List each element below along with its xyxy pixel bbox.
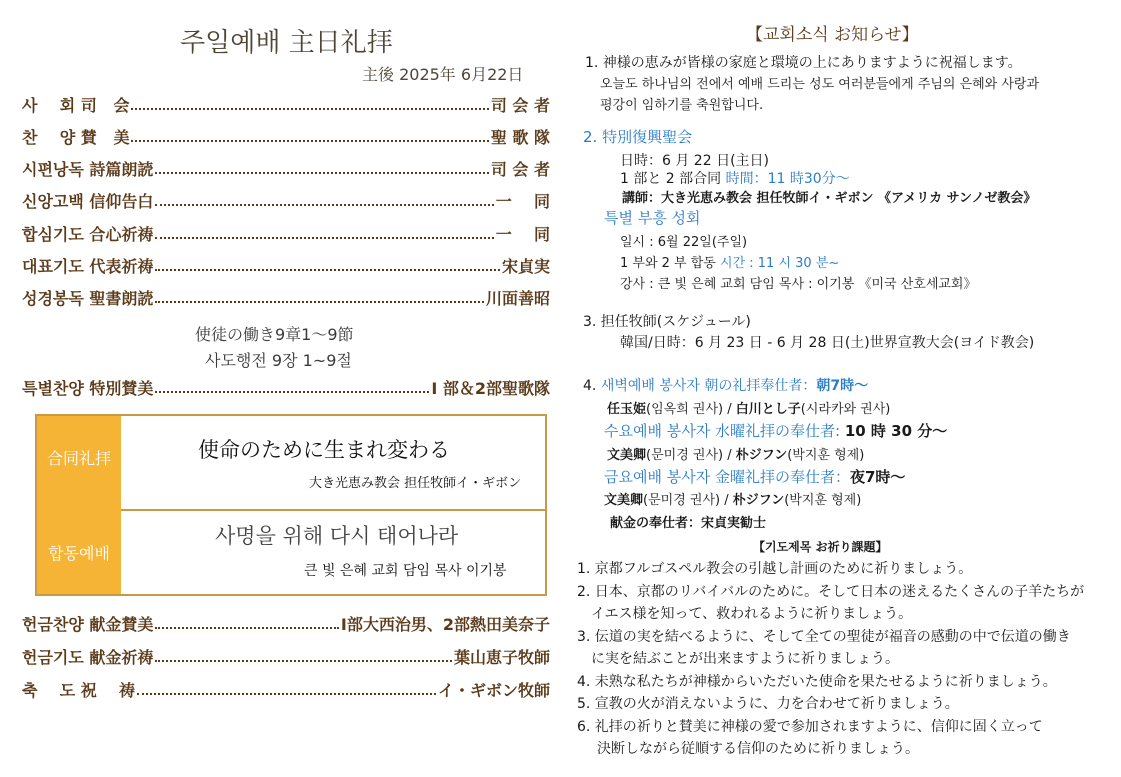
news-item-1-kr-line2: 평강이 임하기를 축원합니다. bbox=[600, 98, 764, 113]
leader-dots bbox=[155, 237, 493, 239]
volunteer-note: (문미경 권사) / bbox=[643, 493, 733, 508]
program-label: 신앙고백 信仰告白 bbox=[22, 192, 154, 211]
news-item-4-offering: 献金の奉仕者：宋貞実勧士 bbox=[610, 516, 767, 531]
news-item-4-fri-people bbox=[604, 489, 861, 508]
program-label: 합심기도 合心祈祷 bbox=[22, 225, 154, 244]
service-date: 主後 2025年 6月22日 bbox=[362, 65, 524, 84]
sermon-box bbox=[35, 414, 547, 596]
news-item-2-combined: 1 部と 2 部合同 bbox=[620, 171, 722, 187]
program-row-benediction bbox=[22, 677, 550, 701]
program-label: 찬 양 賛 美 bbox=[22, 128, 130, 147]
leader-dots bbox=[155, 391, 429, 393]
program-value: 葉山恵子牧師 bbox=[453, 648, 550, 667]
sermon-preacher-kr: 큰 빛 은혜 교회 담임 목사 이기봉 bbox=[304, 563, 507, 579]
sermon-title-jp: 使命のために生まれ変わる bbox=[198, 438, 450, 462]
program-row-praise bbox=[22, 124, 550, 148]
volunteer-note: (문미경 권사) / bbox=[646, 448, 736, 463]
program-row-psalm bbox=[22, 156, 550, 180]
news-item-4-wed-people bbox=[607, 444, 864, 463]
program-value: 司 会 者 bbox=[490, 160, 550, 179]
news-item-4-dawn-label: 새벽예배 봉사자 朝の礼拝奉仕者： bbox=[600, 378, 817, 394]
leader-dots bbox=[155, 269, 500, 271]
program-label: 특별찬양 特別賛美 bbox=[22, 379, 154, 398]
news-item-2-kr-time: 시간 : 11 시 30 분~ bbox=[720, 256, 840, 271]
volunteer-note: (시라카와 권사) bbox=[800, 402, 891, 417]
program-row-unison-prayer bbox=[22, 221, 550, 245]
scripture-ref-jp: 使徒の働き9章1～9節 bbox=[195, 325, 354, 344]
prayer-item-6a: 6. 礼拝の祈りと賛美に神様の愛で参加されますように、信仰に固く立って bbox=[577, 719, 1043, 735]
volunteer-name: 任玉姫 bbox=[607, 402, 647, 417]
program-row-offering-hymn bbox=[22, 611, 550, 635]
news-item-2-title: 2. 特別復興聖会 bbox=[583, 128, 693, 146]
sermon-side-jp: 合同礼拝 bbox=[46, 449, 111, 468]
news-item-4-fri-label: 금요예배 봉사자 金曜礼拝の奉仕者： bbox=[604, 468, 850, 486]
news-item-1-kr-line1: 오늘도 하나님의 전에서 예배 드리는 성도 여러분들에게 주님의 은혜와 사랑과 bbox=[600, 77, 1040, 92]
news-title: 【교회소식 お知らせ】 bbox=[746, 25, 919, 45]
prayer-item-2a: 2. 日本、京都のリバイバルのために。そして日本の迷えるたくさんの子羊たちが bbox=[577, 584, 1085, 600]
news-item-2-time: 時間：11 時30分～ bbox=[725, 171, 850, 187]
volunteer-note: (임옥희 권사) / bbox=[646, 402, 736, 417]
scripture-ref-kr: 사도행전 9장 1~9절 bbox=[205, 351, 352, 370]
leader-dots bbox=[155, 660, 452, 662]
news-item-2-date: 日時：6 月 22 日(主日) bbox=[620, 153, 769, 169]
news-item-4-wed bbox=[604, 420, 947, 441]
news-item-2-kr-date: 일시 : 6월 22일(주일) bbox=[620, 235, 748, 250]
program-label: 대표기도 代表祈祷 bbox=[22, 257, 154, 276]
program-value: 川面善昭 bbox=[485, 289, 550, 308]
leader-dots bbox=[155, 627, 339, 629]
prayer-item-6b: 決断しながら従順する信仰のために祈りましょう。 bbox=[597, 741, 919, 757]
volunteer-name: 朴ジフン bbox=[735, 448, 788, 463]
volunteer-name: 文美卿 bbox=[607, 448, 647, 463]
prayer-item-2b: イエス様を知って、救われるように祈りましょう。 bbox=[591, 606, 913, 622]
volunteer-note: (박지훈 형제) bbox=[787, 448, 865, 463]
program-value: 宋貞実 bbox=[501, 257, 550, 276]
program-value: 司 会 者 bbox=[490, 96, 550, 115]
leader-dots bbox=[137, 693, 436, 695]
program-value: Ⅰ 部＆2部聖歌隊 bbox=[431, 379, 550, 398]
program-label: 축 도 祝 祷 bbox=[22, 681, 136, 700]
news-item-4-dawn bbox=[583, 375, 868, 395]
program-value: イ・ギボン牧師 bbox=[437, 681, 550, 700]
news-item-3-detail: 韓国/日時：6 月 23 日 - 6 月 28 日(土)世界宣教大会(ヨイド教会) bbox=[620, 335, 1035, 351]
program-label: 성경봉독 聖書朗読 bbox=[22, 289, 154, 308]
news-item-2-kr-speaker: 강사 : 큰 빛 은혜 교회 담임 목사 : 이기봉 《미국 산호세교회》 bbox=[620, 277, 977, 292]
program-value: 一 同 bbox=[495, 192, 550, 211]
leader-dots bbox=[131, 108, 488, 110]
program-row-special-hymn bbox=[22, 375, 550, 399]
volunteer-note: (박지훈 형제) bbox=[784, 493, 862, 508]
volunteer-name: 文美卿 bbox=[604, 493, 644, 508]
program-label: 헌금기도 献金祈祷 bbox=[22, 648, 154, 667]
sermon-preacher-jp: 大き光恵み教会 担任牧師イ・ギボン bbox=[309, 476, 522, 491]
prayer-title: 【기도제목 お祈り課題】 bbox=[753, 540, 888, 554]
program-label: 사 회 司 会 bbox=[22, 96, 130, 115]
leader-dots bbox=[131, 140, 488, 142]
news-item-1-jp: 1. 神様の恵みが皆様の家庭と環境の上にありますように祝福します。 bbox=[585, 55, 1022, 71]
program-value: Ⅰ部大西治男、2部熱田美奈子 bbox=[340, 615, 550, 634]
news-item-4-fri bbox=[604, 466, 905, 487]
prayer-item-3b: に実を結ぶことが出来ますように祈りましょう。 bbox=[591, 651, 899, 667]
news-item-4-num: 4. bbox=[583, 378, 597, 394]
sermon-title-kr: 사명을 위해 다시 태어나라 bbox=[215, 524, 459, 548]
news-item-2-kr-combined: 1 부와 2 부 합동 bbox=[620, 256, 716, 271]
prayer-item-3a: 3. 伝道の実を結べるように、そして全ての聖徒が福音の感動の中で伝道の働き bbox=[577, 629, 1071, 645]
program-label: 헌금찬양 献金賛美 bbox=[22, 615, 154, 634]
program-row-scripture bbox=[22, 285, 550, 309]
news-item-2-kr-title: 특별 부흥 성회 bbox=[604, 209, 701, 227]
news-item-2-kr-schedule bbox=[620, 252, 839, 271]
leader-dots bbox=[155, 204, 493, 206]
program-value: 聖 歌 隊 bbox=[490, 128, 550, 147]
program-value: 一 同 bbox=[495, 225, 550, 244]
news-item-4-wed-time: 10 時 30 分～ bbox=[844, 422, 948, 440]
volunteer-name: 朴ジフン bbox=[732, 493, 785, 508]
program-row-creed bbox=[22, 188, 550, 212]
news-item-4-dawn-time: 朝7時～ bbox=[816, 378, 869, 394]
prayer-item-4: 4. 未熟な私たちが神様からいただいた使命を果たせるように祈りましょう。 bbox=[577, 674, 1057, 690]
volunteer-name: 白川とし子 bbox=[735, 402, 801, 417]
news-item-4-wed-label: 수요예배 봉사자 水曜礼拝の奉仕者: bbox=[604, 422, 841, 440]
sermon-side-kr: 합동예배 bbox=[48, 544, 110, 563]
news-item-3-title: 3. 担任牧師(スケジュール) bbox=[583, 314, 751, 330]
page-title: 주일예배 主日礼拝 bbox=[180, 28, 393, 58]
news-item-4-dawn-people bbox=[607, 398, 890, 417]
news-item-2-schedule bbox=[620, 168, 850, 188]
program-label: 시편낭독 詩篇朗読 bbox=[22, 160, 154, 179]
prayer-item-1: 1. 京都フルゴスペル教会の引越し計画のために祈りましょう。 bbox=[577, 561, 973, 577]
news-item-4-fri-time: 夜7時～ bbox=[849, 468, 906, 486]
sermon-divider bbox=[121, 509, 545, 511]
news-item-2-speaker: 講師：大き光恵み教会 担任牧師イ・ギボン 《アメリカ サンノゼ教会》 bbox=[622, 191, 1037, 206]
sermon-side-panel bbox=[37, 416, 121, 594]
program-row-rep-prayer bbox=[22, 253, 550, 277]
leader-dots bbox=[155, 301, 484, 303]
prayer-item-5: 5. 宣教の火が消えないように、力を合わせて祈りましょう。 bbox=[577, 696, 959, 712]
leader-dots bbox=[155, 172, 488, 174]
program-row-moderator bbox=[22, 92, 550, 116]
program-row-offering-prayer bbox=[22, 644, 550, 668]
